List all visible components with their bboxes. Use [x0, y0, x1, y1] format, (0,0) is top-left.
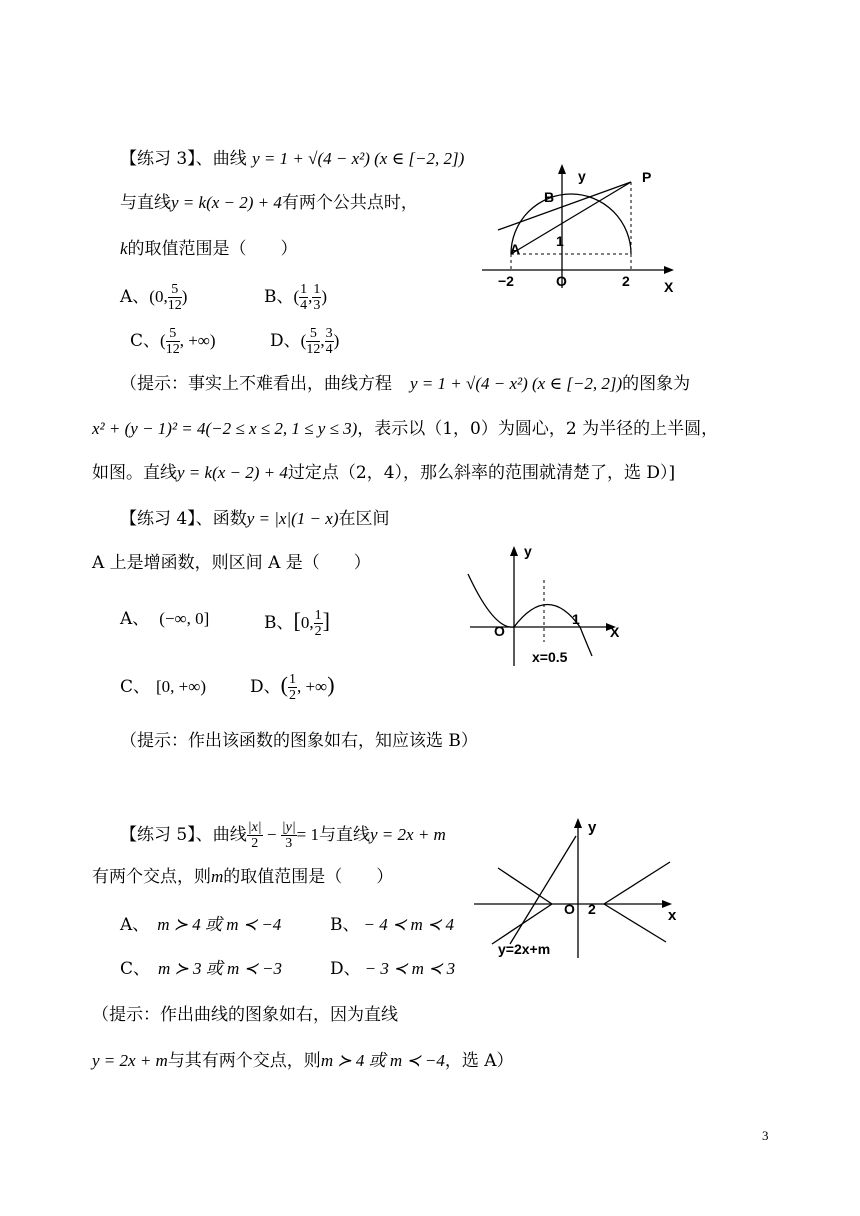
ex3-fig-origin-label: O: [556, 273, 567, 289]
ex3-hint-line1: （提示：事实上不难看出，曲线方程 y = 1 + √(4 − x²) (x ∈ [−2, 2])的图象为: [120, 374, 691, 394]
ex3-figure: [478, 162, 688, 294]
ex4-fig-one-label: 1: [572, 611, 580, 627]
ex5-option-d: D、 − 3 ≺ m ≺ 3: [330, 959, 456, 979]
ex5-figure: [470, 812, 690, 962]
ex4-option-d: D、( $\frac{1}{2}$ , +∞): [250, 672, 335, 703]
ex3-curve-equation: y = 1 + √(4 − x²) (x ∈ [−2, 2]): [252, 149, 465, 168]
ex5-fig-origin-label: O: [564, 901, 575, 917]
ex3-option-c: C、( $\frac{5}{12}$ , +∞): [130, 326, 216, 357]
ex5-option-a: A、 m ≻ 4 或 m ≺ −4: [120, 915, 282, 935]
ex4-heading: 【练习 4】、函数y = |x|(1 − x)在区间: [120, 509, 390, 529]
ex3-question: k的取值范围是（ ）: [120, 239, 298, 259]
ex5-hint-line1: （提示：作出曲线的图象如右，因为直线: [92, 1005, 398, 1025]
ex4-fig-x-label: X: [610, 624, 620, 640]
ex5-fig-y-label: y: [588, 819, 597, 836]
ex5-heading: 【练习 5】、曲线 $\frac{|x|}{2}$ − $\frac{|y|}{3}$ = 1与直线y = 2x + m: [120, 820, 446, 851]
ex4-hint: （提示：作出该函数的图象如右，知应该选 B）: [120, 731, 478, 751]
ex3-heading: 【练习 3】、曲线 y = 1 + √(4 − x²) (x ∈ [−2, 2]): [120, 149, 465, 169]
ex4-function-equation: y = |x|(1 − x): [246, 509, 339, 528]
ex4-fig-y-label: y: [524, 543, 532, 559]
ex5-fig-line-label: y=2x+m: [498, 941, 551, 957]
ex5-fig-x-label: x: [668, 907, 677, 924]
ex4-option-c: C、 [0, +∞): [120, 677, 207, 697]
ex3-fig-a-label: A: [510, 241, 521, 257]
ex4-fig-origin-label: O: [494, 623, 505, 639]
ex3-line2: 与直线y = k(x − 2) + 4有两个公共点时，: [120, 193, 418, 213]
ex3-fig-y-label: y: [578, 168, 586, 184]
ex3-fig-two-label: 2: [622, 273, 630, 289]
ex4-question: A 上是增函数，则区间 A 是（ ）: [92, 553, 371, 573]
ex3-fig-p-label: P: [642, 169, 652, 185]
ex3-hint-line3: 如图。直线y = k(x − 2) + 4过定点（2，4），那么斜率的范围就清楚了，选 D）]: [92, 463, 676, 483]
ex4-figure: [460, 538, 630, 668]
page-number: 3: [762, 1128, 769, 1143]
ex3-line-equation: y = k(x − 2) + 4: [171, 193, 282, 212]
ex5-question: 有两个交点，则m的取值范围是（ ）: [92, 867, 394, 887]
ex5-line-equation: y = 2x + m: [370, 825, 446, 844]
ex3-option-b: B、( $\frac{1}{4}$ , $\frac{1}{3}$ ): [264, 282, 328, 313]
ex4-fig-xline-label: x=0.5: [532, 649, 568, 665]
ex3-fig-x-label: X: [664, 279, 674, 294]
ex3-fig-one-label: 1: [556, 233, 564, 249]
ex3-fig-neg2-label: −2: [498, 273, 514, 289]
ex4-option-b: B、[0, $\frac{1}{2}$ ]: [264, 608, 330, 639]
ex5-option-c: C、 m ≻ 3 或 m ≺ −3: [120, 959, 283, 979]
ex5-hint-line2: y = 2x + m与其有两个交点，则m ≻ 4 或 m ≺ −4，选 A）: [92, 1051, 514, 1071]
ex5-option-b: B、 − 4 ≺ m ≺ 4: [330, 915, 454, 935]
ex3-option-a: A、(0, $\frac{5}{12}$ ): [120, 282, 188, 313]
ex3-option-d: D、( $\frac{5}{12}$ , $\frac{3}{4}$ ): [270, 326, 340, 357]
ex3-fig-b-label: B: [544, 189, 555, 205]
ex5-fig-two-label: 2: [588, 901, 596, 917]
ex4-option-a: A、 (−∞, 0]: [120, 609, 210, 629]
ex3-hint-line2: x² + (y − 1)² = 4(−2 ≤ x ≤ 2, 1 ≤ y ≤ 3)，表示以（1，0）为圆心，2 为半径的上半圆，: [92, 419, 719, 439]
